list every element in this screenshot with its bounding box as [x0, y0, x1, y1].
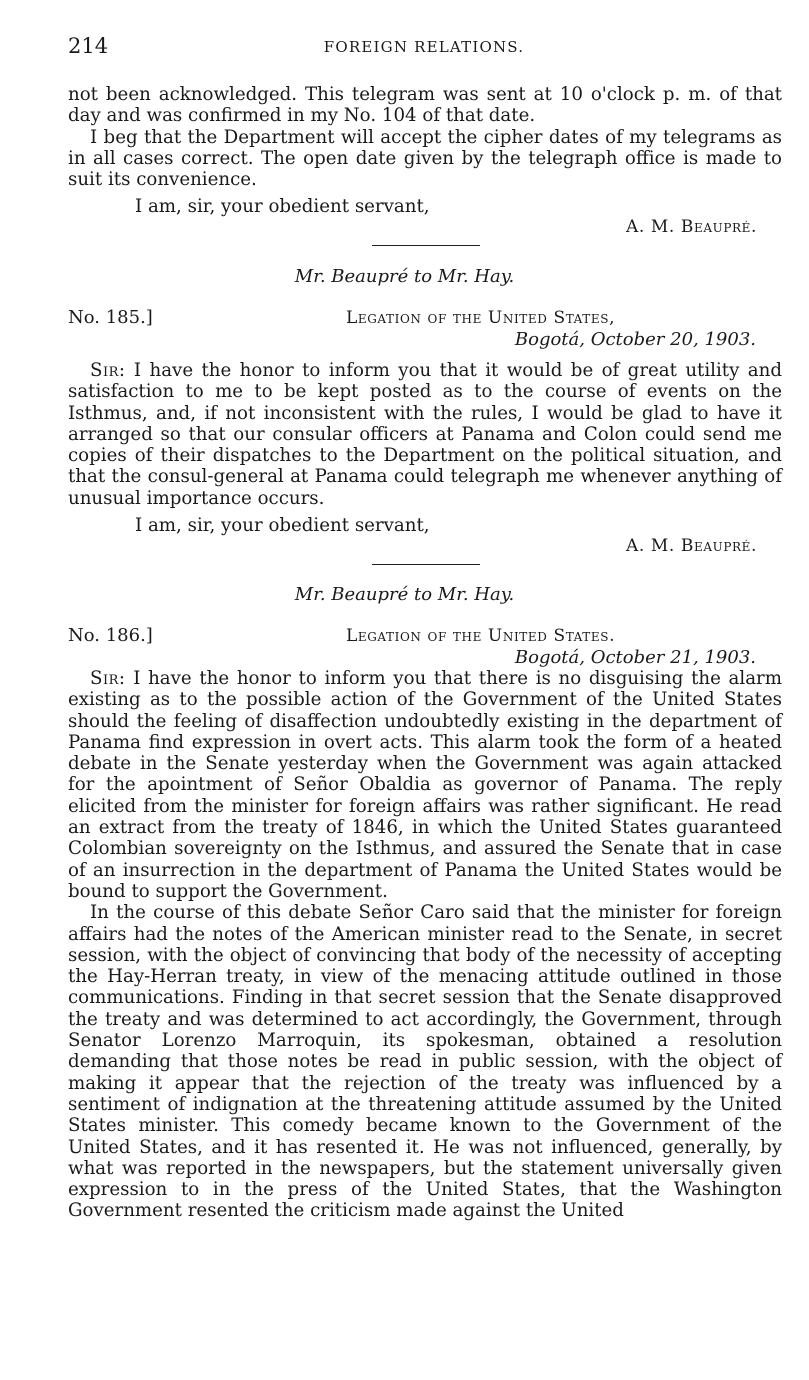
- letter-186-heading: Mr. Beaupré to Mr. Hay.: [294, 584, 515, 605]
- letter-185-dateline: Bogotá, October 20, 1903.: [514, 329, 756, 350]
- letter-185-signature: A. M. Beaupré.: [625, 536, 757, 556]
- opening-signature: A. M. Beaupré.: [625, 217, 757, 237]
- letter-185-legation: Legation of the United States,: [346, 308, 616, 328]
- letter-185-paragraph-1-text: I have the honor to inform you that it would be of great utility and satisfaction to me to be kept posted as to the course of events on the Isthmus, and, if not inconsistent with the rules, I would be glad to have it arranged so that our consular officers at Panama and Colon could send me copies of their dispatches to the Department on the political situation, and that the consul-general at Panama could telegraph me whenever anything of unusual importance occurs.: [68, 360, 782, 509]
- letter-186-number: No. 186.]: [68, 625, 153, 646]
- letter-186-paragraph-1: [68, 668, 782, 902]
- letter-185-number: No. 185.]: [68, 307, 153, 328]
- letter-185-closing: I am, sir, your obedient servant,: [135, 515, 430, 536]
- letter-186-paragraph-2: In the course of this debate Señor Caro said that the minister for foreign affairs had the notes of the American minister read to the Senate, in secret session, with the object of convincing that body of the necessity of accepting the Hay-Herran treaty, in view of the menacing attitude outlined in those communications. Finding in that secret session that the Senate disapproved the treaty and was determined to act accordingly, the Government, through Senator Lorenzo Marroquin, its spokesman, obtained a resolution demanding that those notes be read in public session, with the object of making it appear that the rejection of the treaty was influenced by a sentiment of indignation at the threatening attitude assumed by the United States minister. This comedy became known to the Government of the United States, and it has resented it. He was not influenced, generally, by what was reported in the newspapers, but the statement universally given expression to in the press of the United States, that the Washington Government resented the criticism made against the United: [68, 902, 782, 1222]
- letter-185-salutation: Sir:: [90, 360, 126, 381]
- page-number: 214: [68, 34, 109, 58]
- page-header: [68, 34, 780, 62]
- letter-186-dateline: Bogotá, October 21, 1903.: [514, 647, 756, 668]
- letter-186-paragraph-1-text: I have the honor to inform you that there is no disguising the alarm existing as to the possible action of the Government of the United States should the feeling of disaffection undoubtedly existing in the department of Panama find expression in overt acts. This alarm took the form of a heated debate in the Senate yesterday when the Government was again attacked for the apointment of Señor Obaldia as governor of Panama. The reply elicited from the minister for foreign affairs was rather significant. He read an extract from the treaty of 1846, in which the United States guaranteed Colombian sovereignty on the Isthmus, and assured the Senate that in case of an insurrection in the department of Panama the United States would be bound to support the Government.: [68, 668, 782, 902]
- opening-paragraph-2: I beg that the Department will accept the cipher dates of my telegrams as in all cases correct. The open date given by the telegraph office is made to suit its convenience.: [68, 126, 782, 191]
- letter-185-paragraph-1: [68, 360, 782, 509]
- letter-186-body: [68, 668, 782, 1222]
- opening-paragraph-1: not been acknowledged. This telegram was sent at 10 o'clock p. m. of that day and was confirmed in my No. 104 of that date.: [68, 84, 782, 127]
- letter-185-body: [68, 360, 782, 509]
- running-title: FOREIGN RELATIONS.: [323, 38, 525, 56]
- letter-186-salutation: Sir:: [90, 668, 126, 689]
- section-divider: [372, 245, 480, 246]
- section-divider: [372, 564, 480, 565]
- letter-186-legation: Legation of the United States.: [346, 626, 616, 646]
- opening-closing: I am, sir, your obedient servant,: [135, 196, 430, 217]
- opening-text: [68, 84, 782, 190]
- letter-185-heading: Mr. Beaupré to Mr. Hay.: [294, 266, 515, 287]
